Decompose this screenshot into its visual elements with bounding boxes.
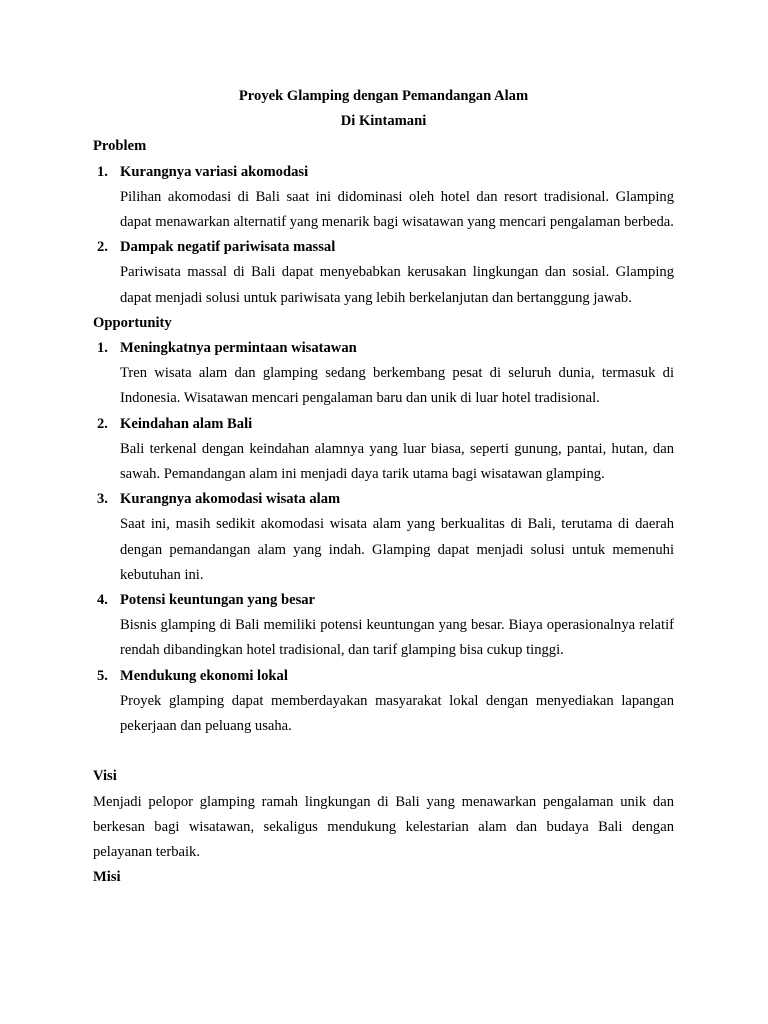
opportunity-item-body: Saat ini, masih sedikit akomodasi wisata alam yang berkualitas di Bali, terutama di daerah dengan pemandangan alam yang indah. Glamping dapat menjadi solusi untuk memenuhi kebutuhan ini. xyxy=(120,516,674,583)
opportunity-item xyxy=(93,336,674,412)
visi-body: Menjadi pelopor glamping ramah lingkungan di Bali yang menawarkan pengalaman unik dan berkesan bagi wisatawan, sekaligus mendukung kelestarian alam dan budaya Bali dengan pelayanan terbaik. xyxy=(93,793,674,861)
list-number: 1. xyxy=(97,340,108,357)
opportunity-list xyxy=(93,336,674,739)
opportunity-item xyxy=(93,412,674,488)
problem-heading: Problem xyxy=(93,138,147,155)
document-content xyxy=(93,84,674,890)
opportunity-item xyxy=(93,487,674,588)
problem-item xyxy=(93,160,674,236)
list-number: 4. xyxy=(97,592,108,609)
opportunity-item-title: Mendukung ekonomi lokal xyxy=(120,667,288,684)
list-number: 2. xyxy=(97,239,108,256)
problem-item-body: Pilihan akomodasi di Bali saat ini didominasi oleh hotel dan resort tradisional. Glamping dapat menawarkan alternatif yang menarik bagi wisatawan yang mencari pengalaman berbeda. xyxy=(120,188,674,231)
opportunity-item xyxy=(93,588,674,664)
visi-heading: Visi xyxy=(93,768,117,785)
misi-heading: Misi xyxy=(93,869,121,886)
opportunity-item-body: Proyek glamping dapat memberdayakan masyarakat lokal dengan menyediakan lapangan pekerjaan dan peluang usaha. xyxy=(120,692,674,735)
document-title: Proyek Glamping dengan Pemandangan Alam xyxy=(238,88,529,104)
problem-item-body: Pariwisata massal di Bali dapat menyebabkan kerusakan lingkungan dan sosial. Glamping dapat menjadi solusi untuk pariwisata yang lebih berkelanjutan dan bertanggung jawab. xyxy=(120,264,674,306)
list-number: 2. xyxy=(97,415,108,432)
problem-list xyxy=(93,160,674,311)
opportunity-item-title: Keindahan alam Bali xyxy=(120,415,253,432)
opportunity-item-body: Bisnis glamping di Bali memiliki potensi keuntungan yang besar. Biaya operasionalnya relatif rendah dibandingkan hotel tradisional, dan tarif glamping bisa cukup tinggi. xyxy=(120,617,674,659)
problem-item xyxy=(93,235,674,311)
opportunity-item-title: Kurangnya akomodasi wisata alam xyxy=(120,491,341,508)
opportunity-heading: Opportunity xyxy=(93,314,172,331)
opportunity-item-body: Bali terkenal dengan keindahan alamnya yang luar biasa, seperti gunung, pantai, hutan, dan sawah. Pemandangan alam ini menjadi daya tarik utama bagi wisatawan glamping. xyxy=(120,440,674,483)
section-spacer xyxy=(93,739,674,764)
problem-item-title: Kurangnya variasi akomodasi xyxy=(120,163,309,180)
list-number: 5. xyxy=(97,667,108,684)
opportunity-item xyxy=(93,664,674,740)
opportunity-item-title: Meningkatnya permintaan wisatawan xyxy=(120,340,357,357)
opportunity-item-body: Tren wisata alam dan glamping sedang berkembang pesat di seluruh dunia, termasuk di Indonesia. Wisatawan mencari pengalaman baru dan unik di luar hotel tradisional. xyxy=(120,365,674,407)
opportunity-item-title: Potensi keuntungan yang besar xyxy=(120,592,316,609)
list-number: 3. xyxy=(97,491,108,508)
problem-item-title: Dampak negatif pariwisata massal xyxy=(120,239,336,256)
list-number: 1. xyxy=(97,163,108,180)
document-subtitle: Di Kintamani xyxy=(340,113,427,130)
